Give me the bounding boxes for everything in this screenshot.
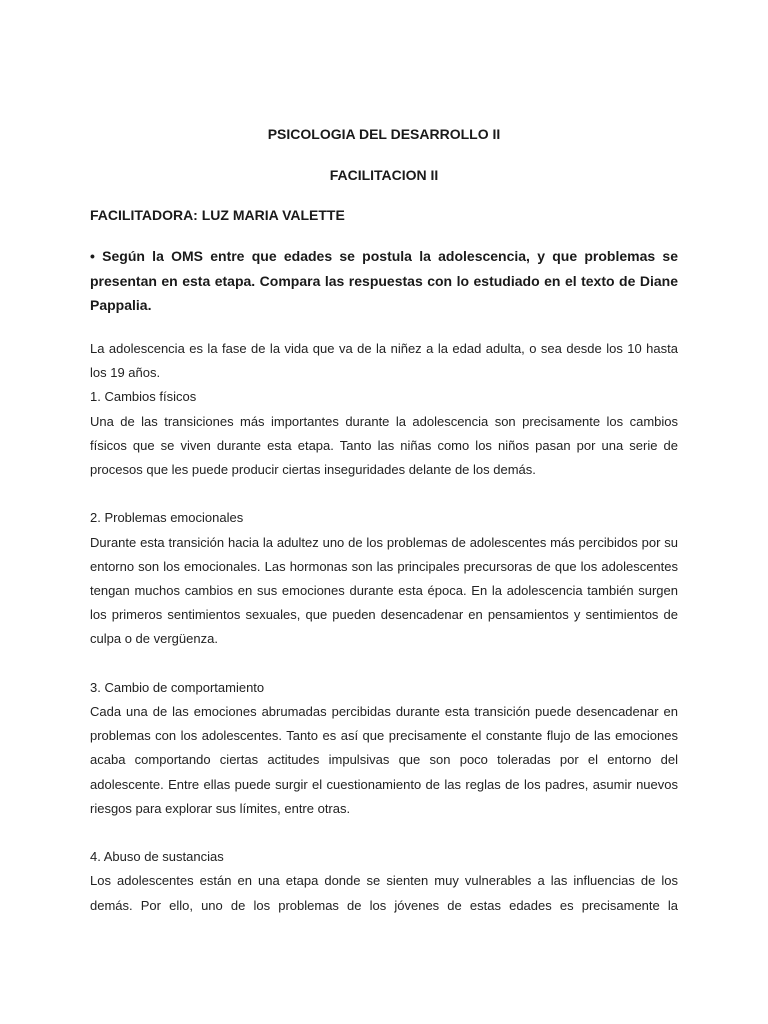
course-title: PSICOLOGIA DEL DESARROLLO II: [267, 126, 501, 142]
facilitator-line: FACILITADORA: LUZ MARIA VALETTE: [90, 207, 345, 223]
section-text-emotional: Durante esta transición hacia la adultez uno de los problemas de adolescentes más percibidos por su entorno son los emocionales. Las hormonas son las principales precursoras de que los adolescentes tengan muchos cambios en sus emociones durante esta época. En la adolescencia también surgen los primeros sentimientos sexuales, que pueden desencadenar en pensamientos y sentimientos de culpa o de vergüenza.: [90, 534, 678, 647]
section-heading-physical: 1. Cambios físicos: [90, 389, 197, 405]
paragraph-gap: [90, 652, 678, 676]
section-text-behavior: Cada una de las emociones abrumadas percibidas durante esta transición puede desencadenar en problemas con los adolescentes. Tanto es así que precisamente el constante flujo de las emociones acaba comportando ciertas actitudes impulsivas que son poco toleradas por el entorno del adolescente. Entre ellas puede surgir el cuestionamiento de las reglas de los padres, asumir nuevos riesgos para explorar sus límites, entre otras.: [90, 704, 678, 816]
paragraph-gap: [90, 482, 678, 506]
section-text-physical: Una de las transiciones más importantes durante la adolescencia son precisamente los cambios físicos que se viven durante esta etapa. Tanto las niñas como los niños pasan por una serie de procesos que les puede producir ciertas inseguridades delante de los demás.: [90, 413, 678, 478]
section-text-substance: Los adolescentes están en una etapa donde se sienten muy vulnerables a las influencias de los demás. Por ello, uno de los problemas de los jóvenes de estas edades es precisamente la: [90, 873, 678, 913]
intro-paragraph: La adolescencia es la fase de la vida que va de la niñez a la edad adulta, o sea desde los 10 hasta los 19 años.: [90, 341, 678, 381]
section-heading-substance: 4. Abuso de sustancias: [90, 849, 224, 865]
document-body: [90, 337, 678, 918]
paragraph-gap: [90, 821, 678, 845]
section-heading-emotional: 2. Problemas emocionales: [90, 510, 244, 526]
facilitation-title: FACILITACION II: [329, 167, 439, 183]
section-heading-behavior: 3. Cambio de comportamiento: [90, 679, 265, 695]
assignment-question: • Según la OMS entre que edades se postula la adolescencia, y que problemas se presentan en esta etapa. Compara las respuestas con lo estudiado en el texto de Diane Pappalia.: [90, 248, 678, 313]
